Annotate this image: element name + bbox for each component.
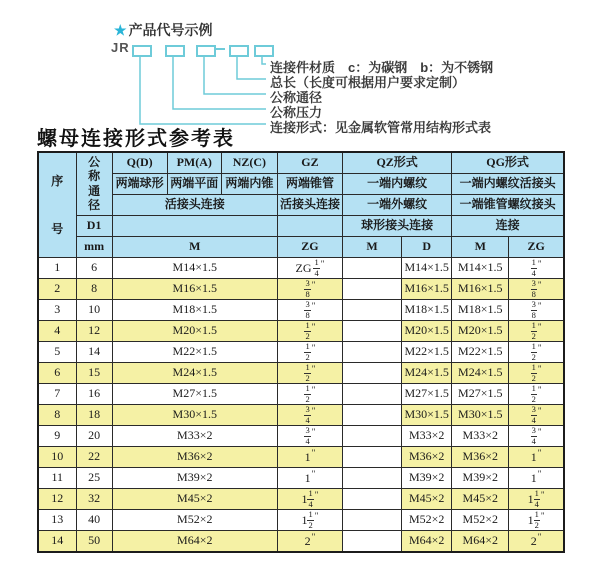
header-mm: mm	[76, 237, 112, 258]
cell-gz: ZG $\frac{1}{4}$ "	[277, 258, 342, 279]
cell-dn: 12	[76, 321, 112, 342]
header-empty-left	[112, 216, 277, 237]
cell-qg-m: M18×1.5	[452, 300, 509, 321]
cell-serial: 14	[38, 531, 76, 553]
header-qz: QZ形式	[343, 152, 452, 174]
cell-qg-zg: $\frac{1}{2}$ "	[509, 342, 564, 363]
table-row	[38, 489, 564, 510]
cell-serial: 4	[38, 321, 76, 342]
header-zg: ZG	[277, 237, 342, 258]
cell-qz-m	[343, 300, 402, 321]
cell-dn: 6	[76, 258, 112, 279]
cell-qg-m: M14×1.5	[452, 258, 509, 279]
label-nominal-pressure: 公称压力	[270, 105, 323, 120]
cell-gz: 1 $\frac{1}{2}$ "	[277, 510, 342, 531]
cell-gz: 2"	[277, 531, 342, 553]
cell-gz: $\frac{1}{2}$ "	[277, 384, 342, 405]
cell-m: M24×1.5	[112, 363, 277, 384]
cell-qz-m	[343, 489, 402, 510]
cell-qz-d: M45×2	[402, 489, 452, 510]
cell-gz: 1 $\frac{1}{4}$ "	[277, 489, 342, 510]
header-gz: GZ	[277, 152, 342, 174]
cell-qz-d: M18×1.5	[402, 300, 452, 321]
cell-qz-d: M24×1.5	[402, 363, 452, 384]
cell-qg-zg: 1 $\frac{1}{2}$ "	[509, 510, 564, 531]
cell-serial: 1	[38, 258, 76, 279]
cell-serial: 7	[38, 384, 76, 405]
cell-gz: 1"	[277, 447, 342, 468]
header-qg: QG形式	[452, 152, 564, 174]
header-qz-row4: 球形接头连接	[343, 216, 452, 237]
cell-dn: 10	[76, 300, 112, 321]
cell-qg-m: M22×1.5	[452, 342, 509, 363]
table-row	[38, 321, 564, 342]
header-empty-gz	[277, 216, 342, 237]
cell-serial: 11	[38, 468, 76, 489]
cell-qz-d: M14×1.5	[402, 258, 452, 279]
cell-qz-m	[343, 321, 402, 342]
cell-m: M22×1.5	[112, 342, 277, 363]
cell-gz: $\frac{3}{4}$ "	[277, 426, 342, 447]
header-nz-sub: 两端内锥	[221, 174, 277, 195]
header-qz-d: D	[402, 237, 452, 258]
header-d1: D1	[76, 216, 112, 237]
star-icon: ★	[114, 22, 127, 38]
label-connection-form: 连接形式：见金属软管常用结构形式表	[270, 120, 492, 135]
header-nz: NZ(C)	[221, 152, 277, 174]
cell-qg-zg: 1"	[509, 468, 564, 489]
cell-qg-m: M27×1.5	[452, 384, 509, 405]
label-nominal-diameter: 公称通径	[270, 90, 323, 105]
cell-qz-d: M33×2	[402, 426, 452, 447]
header-qg-zg: ZG	[509, 237, 564, 258]
cell-qg-zg: $\frac{1}{2}$ "	[509, 363, 564, 384]
table-row	[38, 342, 564, 363]
cell-qz-m	[343, 468, 402, 489]
cell-dn: 20	[76, 426, 112, 447]
table-body	[38, 258, 564, 553]
cell-dn: 25	[76, 468, 112, 489]
cell-serial: 6	[38, 363, 76, 384]
cell-serial: 3	[38, 300, 76, 321]
cell-qz-m	[343, 426, 402, 447]
header-qg-row3: 一端锥管螺纹接头	[452, 195, 564, 216]
cell-m: M30×1.5	[112, 405, 277, 426]
cell-qz-m	[343, 531, 402, 553]
cell-qz-m	[343, 279, 402, 300]
cell-qz-m	[343, 447, 402, 468]
cell-qz-d: M39×2	[402, 468, 452, 489]
cell-gz: $\frac{1}{2}$ "	[277, 342, 342, 363]
cell-m: M64×2	[112, 531, 277, 553]
table-row	[38, 363, 564, 384]
cell-dn: 18	[76, 405, 112, 426]
header-dn: 公 称 通 径	[76, 152, 112, 216]
cell-serial: 12	[38, 489, 76, 510]
cell-m: M27×1.5	[112, 384, 277, 405]
cell-qz-m	[343, 405, 402, 426]
cell-gz: $\frac{1}{2}$ "	[277, 363, 342, 384]
cell-qg-m: M36×2	[452, 447, 509, 468]
cell-qg-m: M45×2	[452, 489, 509, 510]
table-row	[38, 279, 564, 300]
header-qg-m: M	[452, 237, 509, 258]
header-pm-sub: 两端平面	[167, 174, 221, 195]
table-row	[38, 426, 564, 447]
cell-qg-zg: $\frac{3}{4}$ "	[509, 426, 564, 447]
header-union-joint: 活接头连接	[112, 195, 277, 216]
cell-serial: 2	[38, 279, 76, 300]
table-row	[38, 447, 564, 468]
cell-qg-zg: 1"	[509, 447, 564, 468]
cell-gz: $\frac{3}{4}$ "	[277, 405, 342, 426]
cell-serial: 13	[38, 510, 76, 531]
header-qg-row2: 一端内螺纹活接头	[452, 174, 564, 195]
cell-qz-d: M27×1.5	[402, 384, 452, 405]
cell-qz-d: M64×2	[402, 531, 452, 553]
cell-qz-m	[343, 258, 402, 279]
cell-m: M33×2	[112, 426, 277, 447]
table-row	[38, 468, 564, 489]
cell-serial: 5	[38, 342, 76, 363]
cell-qz-m	[343, 363, 402, 384]
cell-dn: 16	[76, 384, 112, 405]
table-title: 螺母连接形式参考表	[37, 128, 235, 150]
header-pm: PM(A)	[167, 152, 221, 174]
diagram-title-text: 产品代号示例	[128, 22, 213, 38]
cell-qg-zg: 2"	[509, 531, 564, 553]
cell-qz-d: M30×1.5	[402, 405, 452, 426]
cell-qg-m: M16×1.5	[452, 279, 509, 300]
cell-qz-m	[343, 342, 402, 363]
cell-qg-m: M33×2	[452, 426, 509, 447]
cell-qg-zg: 1 $\frac{1}{4}$ "	[509, 489, 564, 510]
cell-serial: 8	[38, 405, 76, 426]
cell-dn: 14	[76, 342, 112, 363]
header-q: Q(D)	[112, 152, 167, 174]
cell-qz-d: M20×1.5	[402, 321, 452, 342]
cell-qg-m: M20×1.5	[452, 321, 509, 342]
cell-qz-d: M52×2	[402, 510, 452, 531]
cell-m: M36×2	[112, 447, 277, 468]
cell-qg-m: M39×2	[452, 468, 509, 489]
cell-dn: 40	[76, 510, 112, 531]
cell-qg-m: M24×1.5	[452, 363, 509, 384]
cell-qg-zg: $\frac{3}{8}$ "	[509, 279, 564, 300]
header-gz-row3: 活接头连接	[277, 195, 342, 216]
header-serial: 序 号	[38, 152, 76, 258]
header-qz-row3: 一端外螺纹	[343, 195, 452, 216]
cell-qz-m	[343, 510, 402, 531]
label-total-length: 总长（长度可根据用户要求定制）	[270, 75, 466, 90]
header-qg-row4: 连接	[452, 216, 564, 237]
cell-dn: 8	[76, 279, 112, 300]
cell-qg-zg: $\frac{1}{2}$ "	[509, 321, 564, 342]
cell-qg-m: M64×2	[452, 531, 509, 553]
cell-dn: 32	[76, 489, 112, 510]
cell-gz: $\frac{3}{8}$ "	[277, 279, 342, 300]
cell-qg-zg: $\frac{1}{2}$ "	[509, 384, 564, 405]
table-row	[38, 510, 564, 531]
header-qz-m: M	[343, 237, 402, 258]
cell-qg-zg: $\frac{3}{4}$ "	[509, 405, 564, 426]
cell-m: M14×1.5	[112, 258, 277, 279]
cell-m: M52×2	[112, 510, 277, 531]
table-row	[38, 258, 564, 279]
cell-m: M18×1.5	[112, 300, 277, 321]
cell-gz: $\frac{3}{8}$ "	[277, 300, 342, 321]
cell-qg-zg: $\frac{3}{8}$ "	[509, 300, 564, 321]
cell-serial: 9	[38, 426, 76, 447]
cell-dn: 15	[76, 363, 112, 384]
table-row	[38, 384, 564, 405]
header-qz-row2: 一端内螺纹	[343, 174, 452, 195]
cell-dn: 50	[76, 531, 112, 553]
reference-table	[37, 151, 565, 553]
header-q-sub: 两端球形	[112, 174, 167, 195]
cell-m: M20×1.5	[112, 321, 277, 342]
cell-m: M16×1.5	[112, 279, 277, 300]
table-row	[38, 300, 564, 321]
cell-m: M45×2	[112, 489, 277, 510]
cell-gz: 1"	[277, 468, 342, 489]
header-m: M	[112, 237, 277, 258]
header-gz-sub: 两端锥管	[277, 174, 342, 195]
table-row	[38, 531, 564, 553]
table-row	[38, 405, 564, 426]
cell-dn: 22	[76, 447, 112, 468]
cell-qg-m: M52×2	[452, 510, 509, 531]
code-prefix: JR	[111, 40, 130, 55]
cell-serial: 10	[38, 447, 76, 468]
cell-qg-m: M30×1.5	[452, 405, 509, 426]
cell-qg-zg: $\frac{1}{4}$ "	[509, 258, 564, 279]
cell-qz-m	[343, 384, 402, 405]
cell-qz-d: M16×1.5	[402, 279, 452, 300]
cell-qz-d: M22×1.5	[402, 342, 452, 363]
label-material: 连接件材质 c：为碳钢 b：为不锈钢	[270, 60, 494, 75]
cell-qz-d: M36×2	[402, 447, 452, 468]
cell-gz: $\frac{1}{2}$ "	[277, 321, 342, 342]
cell-m: M39×2	[112, 468, 277, 489]
